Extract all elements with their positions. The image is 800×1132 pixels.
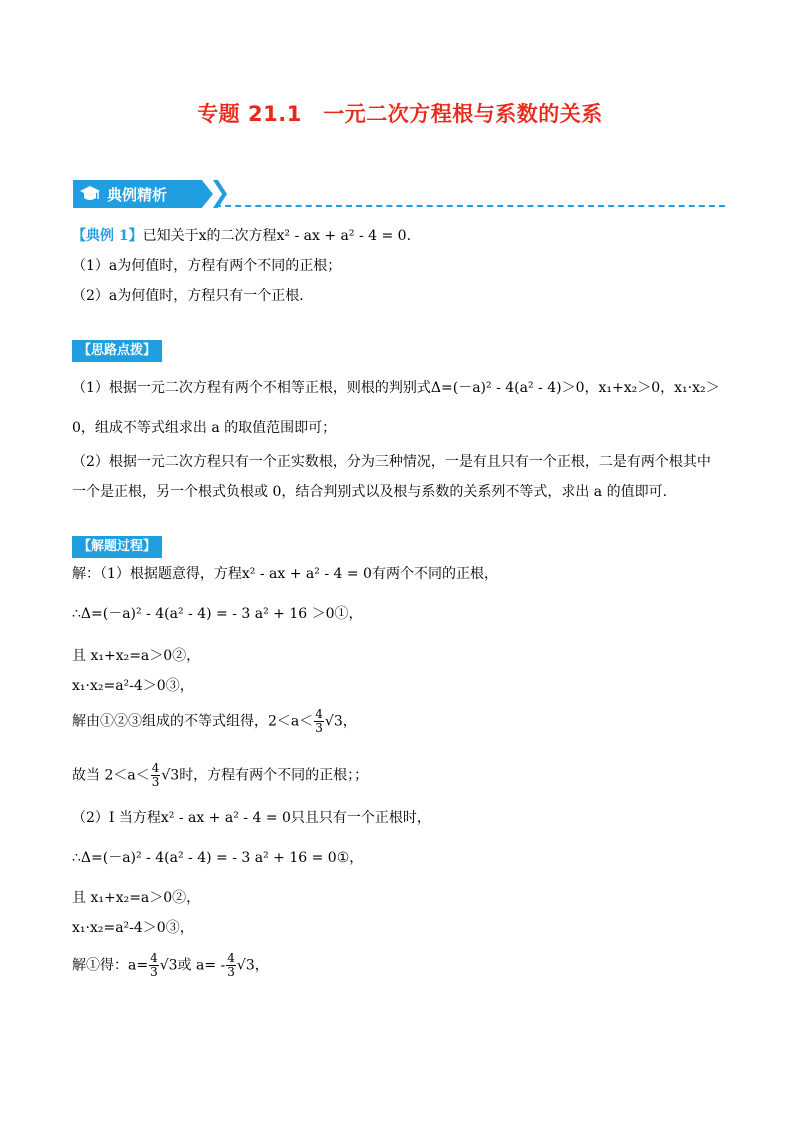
example-stem: 已知关于x的二次方程x² - ax + a² - 4 = 0.: [142, 228, 412, 244]
solution-line-10: x₁·x₂=a²-4＞0③，: [72, 920, 194, 936]
hint-line-3: （2）根据一元二次方程只有一个正实数根，分为三种情况，一是有且只有一个正根，二是有两个根其中: [72, 454, 711, 470]
solution-line-5: [72, 708, 357, 735]
fraction: [314, 708, 324, 735]
solution-line-8: ∴Δ=(－a)² - 4(a² - 4) = - 3 a² + 16 = 0①，: [72, 850, 364, 866]
solution-line-11-text: 解①得：a=: [72, 957, 149, 974]
solution-line-6-text: 故当 2＜a＜: [72, 767, 150, 784]
hint-tag: 【思路点拨】: [72, 340, 162, 362]
solution-line-9: 且 x₁+x₂=a＞0②，: [72, 890, 201, 906]
example-question-1: （1）a为何值时，方程有两个不同的正根；: [72, 258, 342, 274]
page-title: 专题 21.1 一元二次方程根与系数的关系: [197, 102, 603, 126]
banner-chevron: [213, 180, 227, 208]
solution-line-6: [72, 762, 368, 789]
hint-line-2: 0，组成不等式组求出 a 的取值范围即可；: [72, 420, 337, 436]
graduation-cap-icon: [79, 184, 101, 204]
fraction-denominator: 3: [150, 965, 158, 979]
fraction-denominator: 3: [151, 775, 160, 789]
fraction-numerator: 4: [227, 951, 235, 965]
solution-line-6-tail: √3时，方程有两个不同的正根；；: [161, 767, 369, 784]
solution-line-11: [72, 952, 269, 979]
fraction: [151, 762, 161, 789]
fraction-denominator: 3: [227, 965, 235, 979]
solution-line-11-mid: √3或 a= -: [159, 957, 226, 974]
example-tag: 【典例 1】: [72, 228, 143, 244]
solution-line-1: 解：（1）根据题意得，方程x² - ax + a² - 4 = 0有两个不同的正根，: [72, 566, 498, 582]
fraction: [226, 952, 236, 979]
fraction-numerator: 4: [151, 761, 160, 775]
solution-line-11-tail: √3，: [236, 957, 269, 974]
solution-line-2: ∴Δ=(－a)² - 4(a² - 4) = - 3 a² + 16 ＞0①，: [72, 606, 363, 622]
solution-line-4: x₁·x₂=a²-4＞0③，: [72, 678, 194, 694]
fraction-denominator: 3: [315, 721, 323, 735]
hint-line-4: 一个是正根，另一个根式负根或 0，结合判别式以及根与系数的关系列不等式，求出 a 的值即可.: [72, 484, 668, 500]
banner-label: 典例精析: [107, 186, 168, 204]
solution-line-5-tail: √3，: [324, 713, 357, 730]
hint-line-1: （1）根据一元二次方程有两个不相等正根，则根的判别式Δ=(－a)² - 4(a² - 4)＞0，x₁+x₂＞0，x₁·x₂＞: [72, 380, 720, 396]
example-question-2: （2）a为何值时，方程只有一个正根.: [72, 288, 304, 304]
fraction-numerator: 4: [315, 707, 323, 721]
fraction-numerator: 4: [150, 951, 158, 965]
solution-line-7: （2）Ⅰ 当方程x² - ax + a² - 4 = 0只且只有一个正根时，: [72, 810, 431, 826]
dashed-divider: [215, 205, 725, 207]
solution-line-3: 且 x₁+x₂=a＞0②，: [72, 648, 201, 664]
solution-tag: 【解题过程】: [72, 536, 162, 558]
fraction: [149, 952, 159, 979]
solution-line-5-text: 解由①②③组成的不等式组得，2＜a＜: [72, 713, 314, 730]
example-stem-line: [72, 226, 411, 246]
